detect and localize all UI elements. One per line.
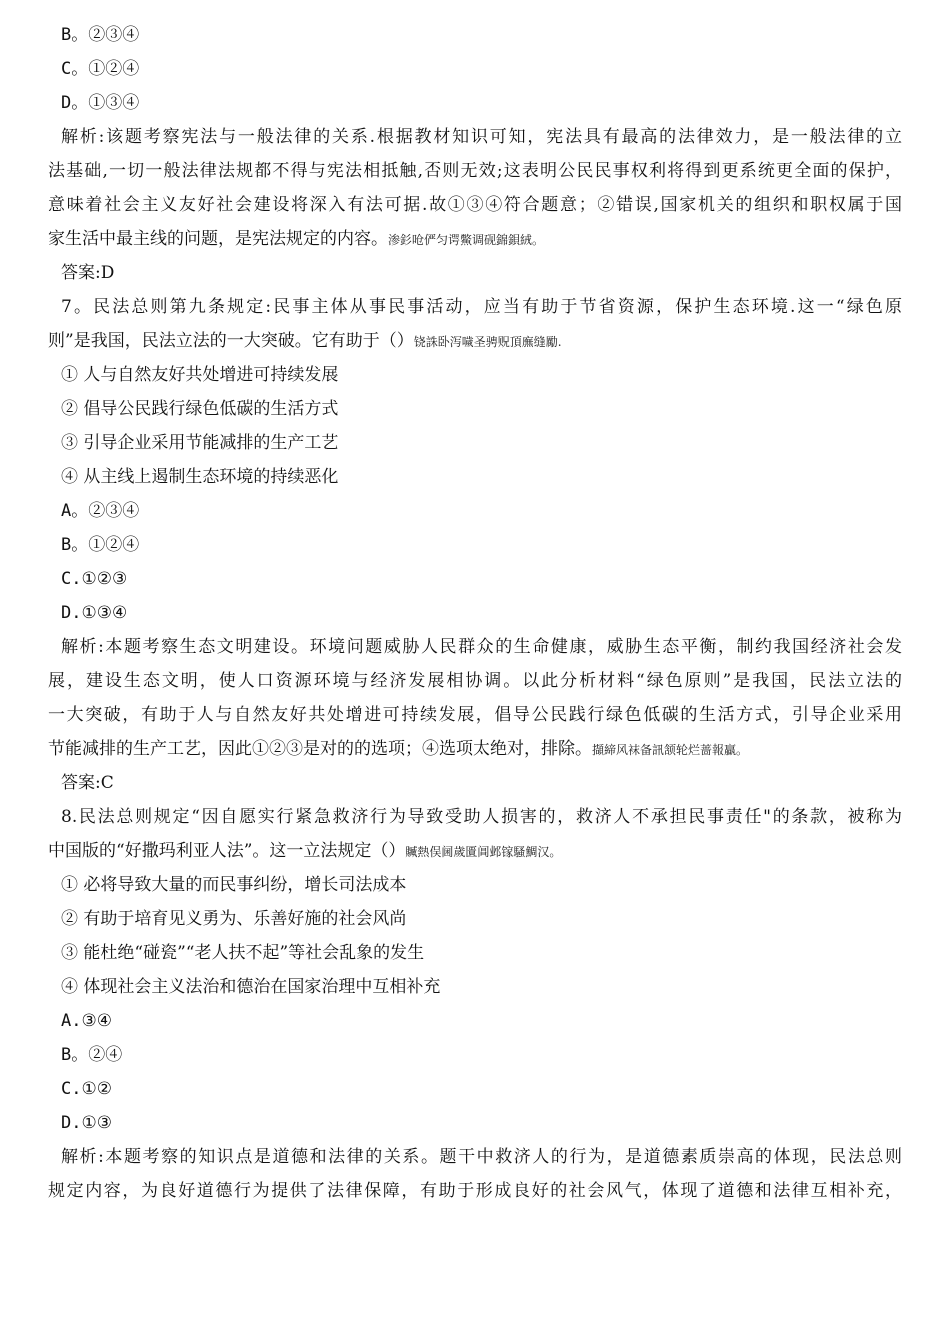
option-b: B。①②④ [61, 535, 140, 555]
option-c: C.①②③ [61, 569, 128, 589]
statement-4: ④ 体现社会主义法治和德治在国家治理中互相补充 [61, 977, 441, 997]
garbled-watermark-text: 贓熱俣阃歲匱阊邺镓騷鯛汉。 [405, 845, 562, 859]
statement-3: ③ 引导企业采用节能减排的生产工艺 [61, 433, 339, 453]
analysis-line: 展，建设生态文明，使人口资源环境与经济发展相协调。以此分析材料“绿色原则”是我国，民法立法的 [48, 671, 902, 691]
statement-3: ③ 能杜绝“碰瓷”“老人扶不起”等社会乱象的发生 [61, 943, 425, 963]
garbled-watermark-text: 铙誅卧泻噦圣骋贶頂廡缝勵. [413, 335, 562, 349]
option-c: C。①②④ [61, 59, 140, 79]
analysis-line: 规定内容，为良好道德行为提供了法律保障，有助于形成良好的社会风气，体现了道德和法律互相补充， [48, 1181, 902, 1201]
analysis-line: 解析:该题考察宪法与一般法律的关系.根据教材知识可知，宪法具有最高的法律效力，是一般法律的立 [61, 127, 902, 147]
question-text: 中国版的“好撒玛利亚人法”。这一立法规定（） [48, 841, 406, 861]
analysis-line: 法基础,一切一般法律法规都不得与宪法相抵触,否则无效;这表明公民民事权利将得到更系统更全面的保护， [48, 161, 902, 181]
option-d: D.①③④ [61, 603, 128, 623]
question-7-line [48, 324, 902, 358]
statement-1: ① 必将导致大量的而民事纠纷，增长司法成本 [61, 875, 407, 895]
analysis-line [48, 222, 902, 256]
analysis-text: 节能减排的生产工艺，因此①②③是对的的选项；④选项太绝对，排除。 [48, 739, 592, 759]
option-b: B。②④ [61, 1045, 123, 1065]
statement-4: ④ 从主线上遏制生态环境的持续恶化 [61, 467, 339, 487]
option-a: A.③④ [61, 1011, 112, 1031]
garbled-watermark-text: 渗釤呛俨匀谔鱉调砚錦鋇絨。 [388, 233, 545, 247]
question-8-line: 8.民法总则规定“因自愿实行紧急救济行为导致受助人损害的，救济人不承担民事责任"的条款，被称为 [61, 807, 902, 827]
analysis-line: 意味着社会主义友好社会建设将深入有法可据.故①③④符合题意；②错误,国家机关的组织和职权属于国 [48, 195, 902, 215]
question-7-line: 7。民法总则第九条规定:民事主体从事民事活动，应当有助于节省资源，保护生态环境.这一“绿色原 [61, 297, 902, 317]
statement-1: ① 人与自然友好共处增进可持续发展 [61, 365, 339, 385]
option-d: D。①③④ [61, 93, 140, 113]
analysis-line: 解析:本题考察的知识点是道德和法律的关系。题干中救济人的行为，是道德素质崇高的体现，民法总则 [61, 1147, 902, 1167]
analysis-line [48, 732, 902, 766]
garbled-watermark-text: 擷締风袜备訊颔轮烂蔷報贏。 [592, 743, 749, 757]
answer-line: 答案:C [61, 773, 114, 793]
analysis-text: 家生活中最主线的问题，是宪法规定的内容。 [48, 229, 388, 249]
option-b: B。②③④ [61, 25, 140, 45]
statement-2: ② 倡导公民践行绿色低碳的生活方式 [61, 399, 339, 419]
option-a: A。②③④ [61, 501, 140, 521]
option-c: C.①② [61, 1079, 112, 1099]
question-text: 则”是我国，民法立法的一大突破。它有助于（） [48, 331, 414, 351]
analysis-line: 一大突破，有助于人与自然友好共处增进可持续发展，倡导公民践行绿色低碳的生活方式，引导企业采用 [48, 705, 902, 725]
analysis-line: 解析:本题考察生态文明建设。环境问题威胁人民群众的生命健康，威胁生态平衡，制约我国经济社会发 [61, 637, 902, 657]
option-d: D.①③ [61, 1113, 112, 1133]
question-8-line [48, 834, 902, 868]
answer-line: 答案:D [61, 263, 115, 283]
statement-2: ② 有助于培育见义勇为、乐善好施的社会风尚 [61, 909, 407, 929]
